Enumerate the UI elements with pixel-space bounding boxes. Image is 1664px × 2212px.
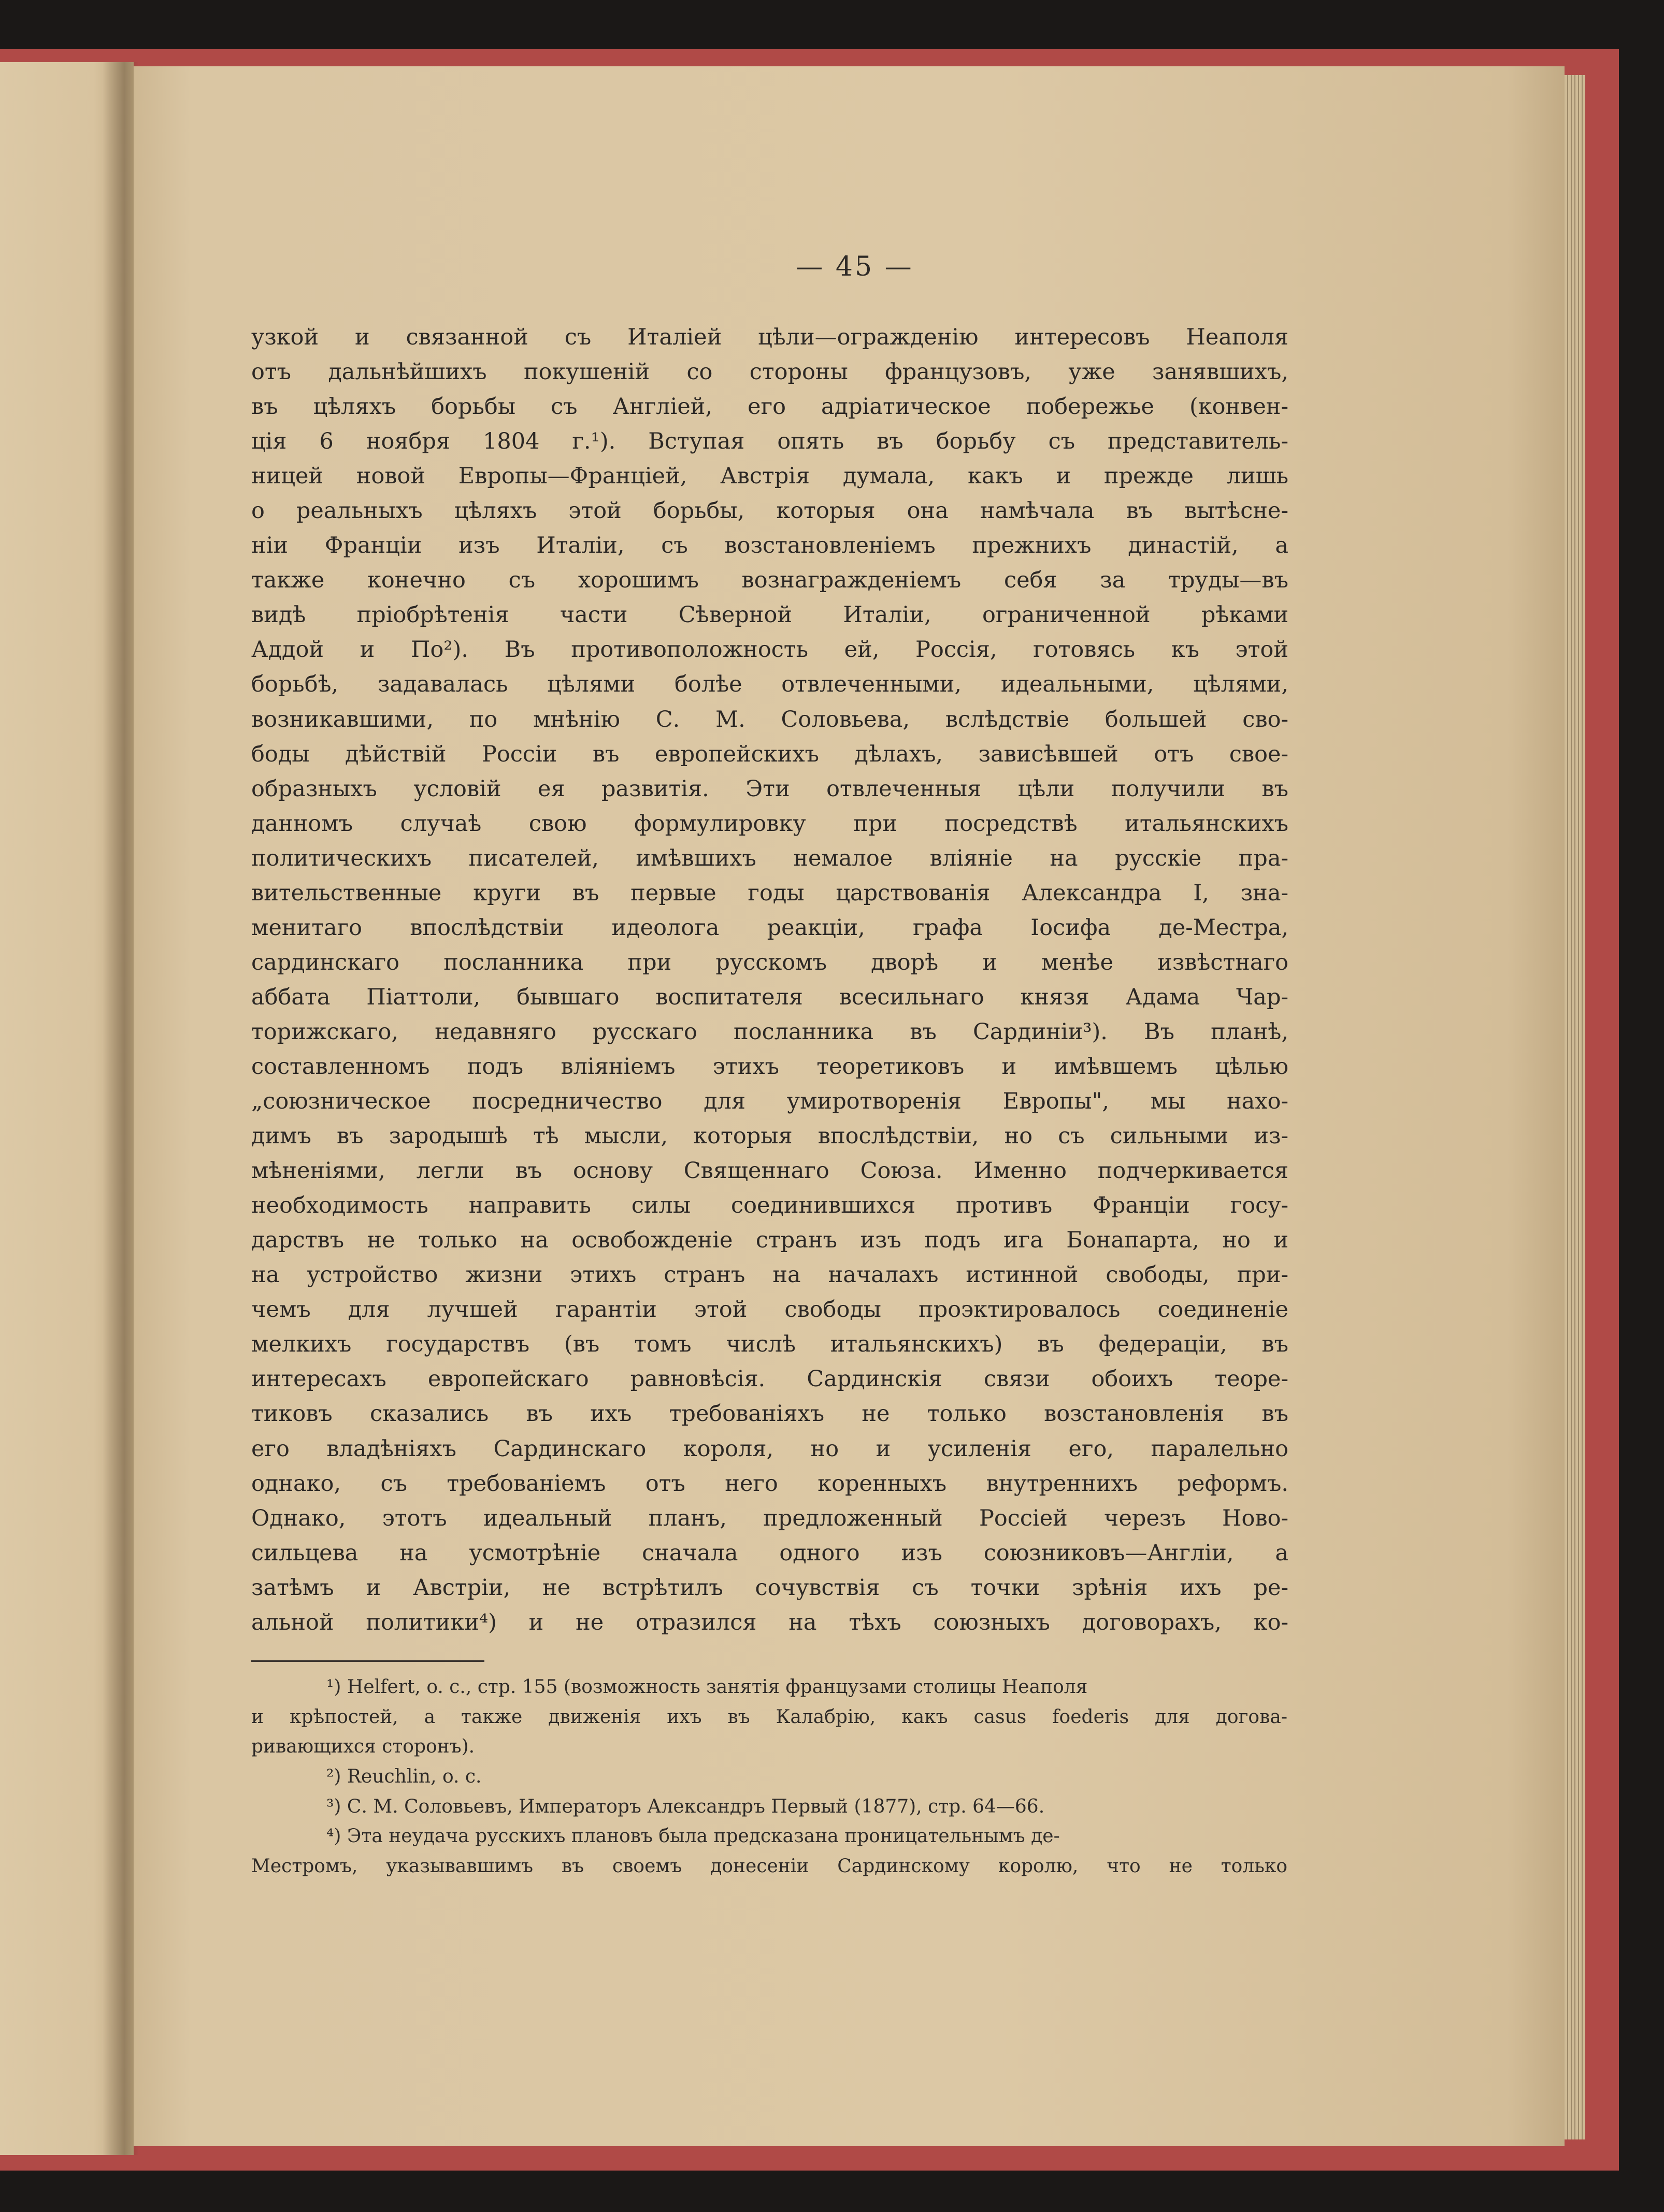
footnote-line: ривающихся сторонъ). bbox=[251, 1736, 475, 1758]
page-edges bbox=[1565, 75, 1585, 2139]
text-line: сардинскаго посланника при русскомъ дворѣ и менѣе извѣстнаго bbox=[251, 949, 1288, 975]
text-line: димъ въ зародышѣ тѣ мысли, которыя впослѣдствіи, но съ сильными из- bbox=[251, 1123, 1288, 1150]
body-text bbox=[251, 320, 1288, 1640]
text-line: также конечно съ хорошимъ вознагражденіемъ себя за труды—въ bbox=[251, 567, 1288, 594]
text-line: видѣ пріобрѣтенія части Сѣверной Италіи, ограниченной рѣками bbox=[251, 602, 1288, 628]
text-line: затѣмъ и Австріи, не встрѣтилъ сочувствія съ точки зрѣнія ихъ ре- bbox=[251, 1574, 1288, 1601]
footnote-line: Местромъ, указывавшимъ въ своемъ донесеніи Сардинскому королю, что не только bbox=[251, 1856, 1287, 1877]
text-line: необходимость направить силы соединившихся противъ Франціи госу- bbox=[251, 1193, 1288, 1219]
text-line: борьбѣ, задавалась цѣлями болѣе отвлеченными, идеальными, цѣлями, bbox=[251, 671, 1288, 698]
text-line: политическихъ писателей, имѣвшихъ немалое вліяніе на русскіе пра- bbox=[251, 845, 1288, 871]
footnote-rule bbox=[251, 1660, 484, 1662]
text-line: ницей новой Европы—Франціей, Австрія думала, какъ и прежде лишь bbox=[251, 463, 1288, 490]
text-line: альной политики⁴) и не отразился на тѣхъ союзныхъ договорахъ, ко- bbox=[251, 1609, 1288, 1635]
text-line: въ цѣляхъ борьбы съ Англіей, его адріатическое побережье (конвен- bbox=[251, 394, 1288, 420]
text-line: на устройство жизни этихъ странъ на началахъ истинной свободы, при- bbox=[251, 1262, 1288, 1288]
text-line: отъ дальнѣйшихъ покушеній со стороны французовъ, уже занявшихъ, bbox=[251, 359, 1288, 385]
text-line: „союзническое посредничество для умиротворенія Европы", мы нахо- bbox=[251, 1088, 1288, 1115]
footnote-line: ⁴) Эта неудача русскихъ плановъ была предсказана проницательнымъ де- bbox=[326, 1826, 1060, 1847]
footnote-line: и крѣпостей, а также движенія ихъ въ Калабрію, какъ casus foederis для догова- bbox=[251, 1706, 1287, 1728]
text-line: ніи Франціи изъ Италіи, съ возстановленіемъ прежнихъ династій, а bbox=[251, 533, 1288, 559]
text-line: чемъ для лучшей гарантіи этой свободы проэктировалось соединеніе bbox=[251, 1297, 1288, 1323]
text-line: менитаго впослѣдствіи идеолога реакціи, графа Іосифа де-Местра, bbox=[251, 914, 1288, 941]
text-line: его владѣніяхъ Сардинскаго короля, но и усиленія его, паралельно bbox=[251, 1435, 1288, 1462]
text-line: торижскаго, недавняго русскаго посланника въ Сардиніи³). Въ планѣ, bbox=[251, 1018, 1288, 1045]
text-line: дарствъ не только на освобожденіе странъ изъ подъ ига Бонапарта, но и bbox=[251, 1227, 1288, 1254]
text-line: интересахъ европейскаго равновѣсія. Сардинскія связи обоихъ теоре- bbox=[251, 1366, 1288, 1392]
text-line: боды дѣйствій Россіи въ европейскихъ дѣлахъ, зависѣвшей отъ свое- bbox=[251, 741, 1288, 767]
footnote-line: ³) С. М. Соловьевъ, Императоръ Александръ Первый (1877), стр. 64—66. bbox=[326, 1796, 1045, 1817]
text-line: мелкихъ государствъ (въ томъ числѣ итальянскихъ) въ федераціи, въ bbox=[251, 1331, 1288, 1358]
text-line: Аддой и По²). Въ противоположность ей, Россія, готовясь къ этой bbox=[251, 637, 1288, 663]
text-line: аббата Піаттоли, бывшаго воспитателя всесильнаго князя Адама Чар- bbox=[251, 984, 1288, 1010]
footnote-line: ¹) Helfert, o. c., стр. 155 (возможность занятія французами столицы Неаполя bbox=[326, 1676, 1088, 1698]
text-line: сильцева на усмотрѣніе сначала одного изъ союзниковъ—Англіи, а bbox=[251, 1540, 1288, 1566]
text-line: мѣненіями, легли въ основу Священнаго Союза. Именно подчеркивается bbox=[251, 1158, 1288, 1184]
text-line: составленномъ подъ вліяніемъ этихъ теоретиковъ и имѣвшемъ цѣлью bbox=[251, 1053, 1288, 1080]
text-line: однако, съ требованіемъ отъ него коренныхъ внутреннихъ реформъ. bbox=[251, 1470, 1288, 1497]
text-line: возникавшими, по мнѣнію С. М. Соловьева, вслѣдствіе большей сво- bbox=[251, 706, 1288, 732]
text-line: о реальныхъ цѣляхъ этой борьбы, которыя она намѣчала въ вытѣсне- bbox=[251, 498, 1288, 524]
text-line: Однако, этотъ идеальный планъ, предложенный Россіей черезъ Ново- bbox=[251, 1505, 1288, 1531]
footnotes bbox=[251, 1672, 1287, 1881]
text-line: тиковъ сказались въ ихъ требованіяхъ не только возстановленія въ bbox=[251, 1401, 1288, 1427]
text-line: ція 6 ноября 1804 г.¹). Вступая опять въ борьбу съ представитель- bbox=[251, 428, 1288, 455]
text-line: вительственные круги въ первые годы царствованія Александра I, зна- bbox=[251, 880, 1288, 906]
text-line: образныхъ условій ея развитія. Эти отвлеченныя цѣли получили въ bbox=[251, 775, 1288, 802]
text-line: данномъ случаѣ свою формулировку при посредствѣ итальянскихъ bbox=[251, 810, 1288, 837]
page-number: — 45 — bbox=[796, 251, 914, 282]
footnote-line: ²) Reuchlin, o. c. bbox=[326, 1766, 482, 1788]
text-line: узкой и связанной съ Италіей цѣли—огражденію интересовъ Неаполя bbox=[251, 324, 1288, 350]
